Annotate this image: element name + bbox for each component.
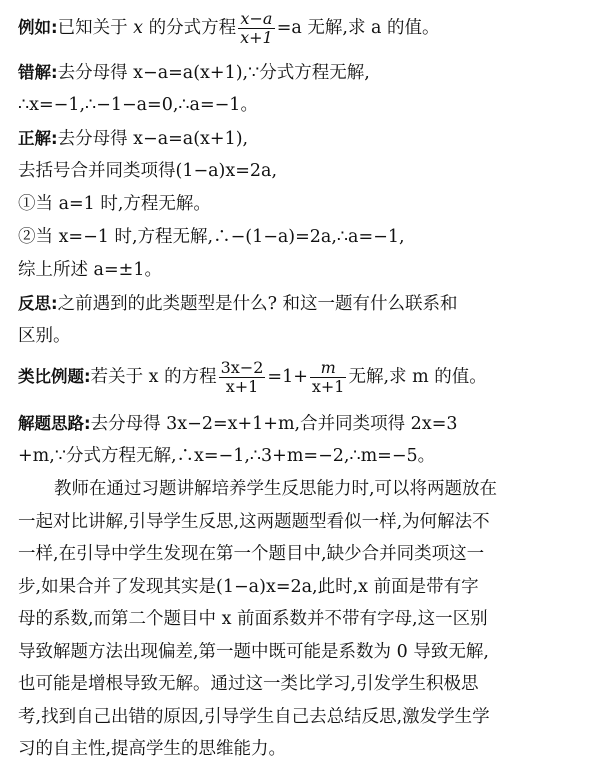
approach-line-2-text: +m,∵分式方程无解,∴x=−1,∴3+m=−2,∴m=−5。 (18, 446, 436, 466)
right-line-5: 综上所述 a=±1。 (18, 260, 162, 280)
approach-line-2 (18, 440, 586, 473)
paragraph-line: 一样,在引导中学生发现在第一个题目中,缺少合并同类项这一 (18, 544, 485, 564)
reflect-label: 反思: (18, 294, 58, 313)
approach-line-1-text: 去分母得 3x−2=x+1+m,合并同类项得 2x=3 (90, 414, 458, 434)
analog-text-a: 若关于 x 的方程 (90, 367, 217, 387)
analog-fraction-2-numerator: m (310, 359, 347, 378)
analog-fraction-1 (219, 359, 266, 397)
analog-text-b: =1+ (267, 367, 308, 387)
right-line-4: ②当 x=−1 时,方程无解,∴−(1−a)=2a,∴a=−1, (18, 227, 405, 247)
analog-fraction-2-denominator: x+1 (311, 377, 345, 396)
wrong-label: 错解: (18, 63, 58, 82)
reflection-line-2 (18, 320, 586, 353)
reflection-line-1 (18, 287, 586, 320)
analog-fraction-2 (310, 359, 347, 397)
approach-line-1 (18, 407, 586, 440)
paragraph-line: 考,找到自己出错的原因,引导学生自己去总结反思,激发学生学 (18, 706, 490, 727)
paragraph-line: 母的系数,而第二个题目中 x 前面系数并不带有字母,这一区别 (18, 609, 488, 629)
analog-example-line (18, 353, 586, 401)
example-text-b: 的分式方程 (143, 18, 237, 38)
right-line-3: ①当 a=1 时,方程无解。 (18, 194, 211, 214)
analog-fraction-1-denominator: x+1 (225, 377, 259, 396)
example-fraction-numerator: x−a (238, 10, 275, 29)
approach-label: 解题思路: (18, 414, 91, 433)
analog-label: 类比例题: (18, 367, 91, 386)
right-solution-line-3 (18, 188, 586, 221)
right-label: 正解: (18, 129, 58, 148)
example-var-x: x (133, 18, 144, 38)
reflect-line-2: 区别。 (18, 326, 71, 346)
example-text-c: =a 无解,求 a 的值。 (276, 18, 440, 38)
commentary-paragraph (18, 473, 586, 766)
paragraph-line: 步,如果合并了发现其实是(1−a)x=2a,此时,x 前面是带有字 (18, 576, 479, 597)
paragraph-line: 一起对比讲解,引导学生反思,这两题题型看似一样,为何解法不 (18, 511, 490, 532)
right-solution-line-1 (18, 122, 586, 155)
analog-text-c: 无解,求 m 的值。 (348, 367, 487, 387)
example-line (18, 6, 586, 50)
paragraph-line: 习的自主性,提高学生的思维能力。 (18, 739, 287, 759)
reflect-line-1: 之前遇到的此类题型是什么? 和这一题有什么联系和 (57, 294, 458, 314)
example-label: 例如: (18, 18, 58, 37)
wrong-solution-line-1 (18, 56, 586, 89)
analog-fraction-1-numerator: 3x−2 (220, 357, 264, 377)
example-fraction (238, 10, 275, 48)
example-text-a: 已知关于 (57, 18, 134, 38)
right-solution-line-4 (18, 221, 586, 254)
right-solution-line-5 (18, 254, 586, 287)
paragraph-line: 教师在通过习题讲解培养学生反思能力时,可以将两题放在 (54, 479, 498, 499)
paragraph-line: 也可能是增根导致无解。通过这一类比学习,引发学生积极思 (18, 674, 479, 694)
wrong-solution-line-2 (18, 89, 586, 122)
wrong-line-2: ∴x=−1,∴−1−a=0,∴a=−1。 (18, 95, 258, 115)
right-line-1: 去分母得 x−a=a(x+1), (57, 129, 249, 149)
right-line-2: 去括号合并同类项得(1−a)x=2a, (18, 161, 278, 181)
example-fraction-denominator: x+1 (240, 28, 273, 47)
right-solution-line-2 (18, 155, 586, 188)
wrong-line-1: 去分母得 x−a=a(x+1),∵分式方程无解, (57, 63, 370, 83)
paragraph-line: 导致解题方法出现偏差,第一题中既可能是系数为 0 导致无解, (18, 641, 489, 662)
